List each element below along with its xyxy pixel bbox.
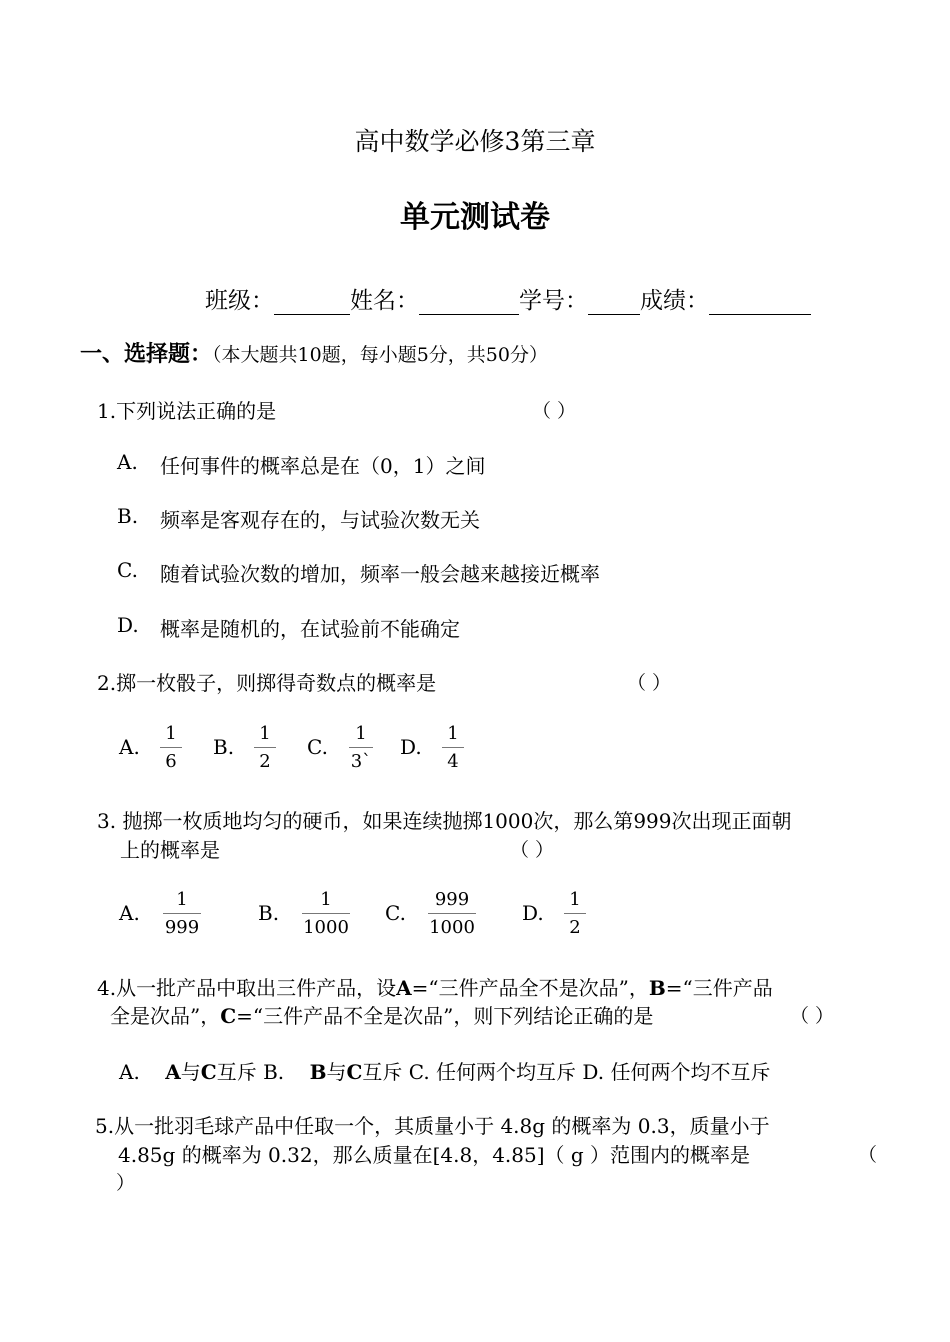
q2-option-c-fraction <box>349 724 373 772</box>
name-label: 姓名： <box>350 288 419 314</box>
class-blank[interactable] <box>274 288 350 315</box>
option-text: 与 <box>180 1060 201 1084</box>
score-label: 成绩： <box>640 288 709 314</box>
event-b: B <box>309 1060 327 1084</box>
q4-options-line <box>119 1056 770 1085</box>
event-c: C <box>200 1060 217 1084</box>
question-4-answer-paren: （ ） <box>790 1005 835 1027</box>
option-text: C. 任何两个均互斥 <box>408 1060 577 1084</box>
q2-option-a-label: A. <box>119 735 140 759</box>
question-5-paren-open: （ <box>858 1144 878 1166</box>
denominator: 999 <box>164 917 200 938</box>
q4-text-part: =“三件产品不全是次品”，则下列结论正确的是 <box>236 1004 654 1028</box>
denominator: 1000 <box>303 917 349 938</box>
student-info-line <box>205 282 811 315</box>
question-3-answer-paren: （ ） <box>510 839 555 861</box>
numerator: 1 <box>176 889 188 910</box>
denominator: 2 <box>569 917 581 938</box>
denominator: 3` <box>350 751 372 772</box>
numerator: 1 <box>447 723 459 744</box>
question-1-text: 1.下列说法正确的是 <box>97 399 277 423</box>
q2-option-b-label: B. <box>213 735 235 759</box>
page-title-line1: 高中数学必修3第三章 <box>354 127 596 156</box>
question-3-text-line2: 上的概率是 <box>120 838 220 862</box>
numerator: 1 <box>259 723 271 744</box>
q4-text-part: =“三件产品 <box>665 976 773 1000</box>
question-4-text-line2 <box>110 1000 653 1029</box>
question-3-text-line1: 3. 抛掷一枚质地均匀的硬币，如果连续抛掷1000次，那么第999次出现正面朝 <box>97 809 792 833</box>
q1-option-c: C. <box>117 558 138 582</box>
q3-option-a-fraction <box>163 890 201 938</box>
numerator: 1 <box>165 723 177 744</box>
question-4-text-line1 <box>97 972 773 1001</box>
numerator: 1 <box>355 723 367 744</box>
numerator: 1 <box>320 889 332 910</box>
q1-option-c-text: 随着试验次数的增加，频率一般会越来越接近概率 <box>160 562 600 586</box>
denominator: 2 <box>259 751 271 772</box>
option-label: A. <box>119 1060 140 1084</box>
q3-option-c-fraction <box>428 890 476 938</box>
option-text: 与 <box>326 1060 347 1084</box>
numerator: 1 <box>569 889 581 910</box>
question-1-answer-paren: （ ） <box>532 400 577 422</box>
event-c: C <box>220 1004 237 1028</box>
q1-option-a <box>117 450 138 474</box>
question-2-text: 2.掷一枚骰子，则掷得奇数点的概率是 <box>97 671 437 695</box>
q3-option-a-label: A. <box>119 901 140 925</box>
option-text: D. 任何两个均不互斥 <box>582 1060 771 1084</box>
event-a: A <box>165 1060 181 1084</box>
numerator: 999 <box>434 889 470 910</box>
section-note: （本大题共10题，每小题5分，共50分） <box>212 344 548 366</box>
q2-option-a-fraction <box>160 724 182 772</box>
denominator: 1000 <box>429 917 475 938</box>
class-label: 班级： <box>205 288 274 314</box>
denominator: 4 <box>447 751 459 772</box>
q1-option-b-text: 频率是客观存在的，与试验次数无关 <box>160 508 480 532</box>
q1-option-b: B. <box>117 504 139 528</box>
option-text: 互斥 <box>362 1060 403 1084</box>
denominator: 6 <box>165 751 177 772</box>
q3-option-d-fraction <box>564 890 586 938</box>
q2-option-c-label: C. <box>307 735 328 759</box>
name-blank[interactable] <box>419 288 519 315</box>
question-5-paren-close: ） <box>116 1172 136 1194</box>
q2-option-d-label: D. <box>400 735 422 759</box>
q3-option-b-label: B. <box>258 901 280 925</box>
event-c: C <box>346 1060 363 1084</box>
q3-option-b-fraction <box>302 890 350 938</box>
q2-option-d-fraction <box>442 724 464 772</box>
q4-text-part: =“三件产品全不是次品”， <box>411 976 649 1000</box>
q4-text-part: 4.从一批产品中取出三件产品，设 <box>97 976 397 1000</box>
id-blank[interactable] <box>588 288 640 315</box>
question-2-answer-paren: （ ） <box>627 672 672 694</box>
event-b: B <box>648 976 666 1000</box>
question-5-text-line1: 5.从一批羽毛球产品中任取一个，其质量小于 4.8g 的概率为 0.3，质量小于 <box>95 1114 770 1138</box>
option-label: B. <box>263 1060 285 1084</box>
page-title: 单元测试卷 <box>400 200 550 235</box>
section-title: 一、选择题： <box>80 341 213 367</box>
option-text: 互斥 <box>216 1060 257 1084</box>
q1-option-d-text: 概率是随机的，在试验前不能确定 <box>160 617 460 641</box>
q4-text-part: 全是次品”， <box>110 1004 221 1028</box>
q3-option-c-label: C. <box>385 901 406 925</box>
question-5-text-line2: 4.85g 的概率为 0.32，那么质量在[4.8，4.85]（ g ）范围内的概率是 <box>118 1143 751 1167</box>
id-label: 学号： <box>519 288 588 314</box>
section-heading <box>80 337 548 368</box>
q1-option-a-text: 任何事件的概率总是在（0，1）之间 <box>160 454 486 478</box>
score-blank[interactable] <box>709 288 811 315</box>
option-label: A. <box>117 450 138 474</box>
q3-option-d-label: D. <box>522 901 544 925</box>
q2-option-b-fraction <box>254 724 276 772</box>
q1-option-d: D. <box>117 613 139 637</box>
event-a: A <box>396 976 412 1000</box>
